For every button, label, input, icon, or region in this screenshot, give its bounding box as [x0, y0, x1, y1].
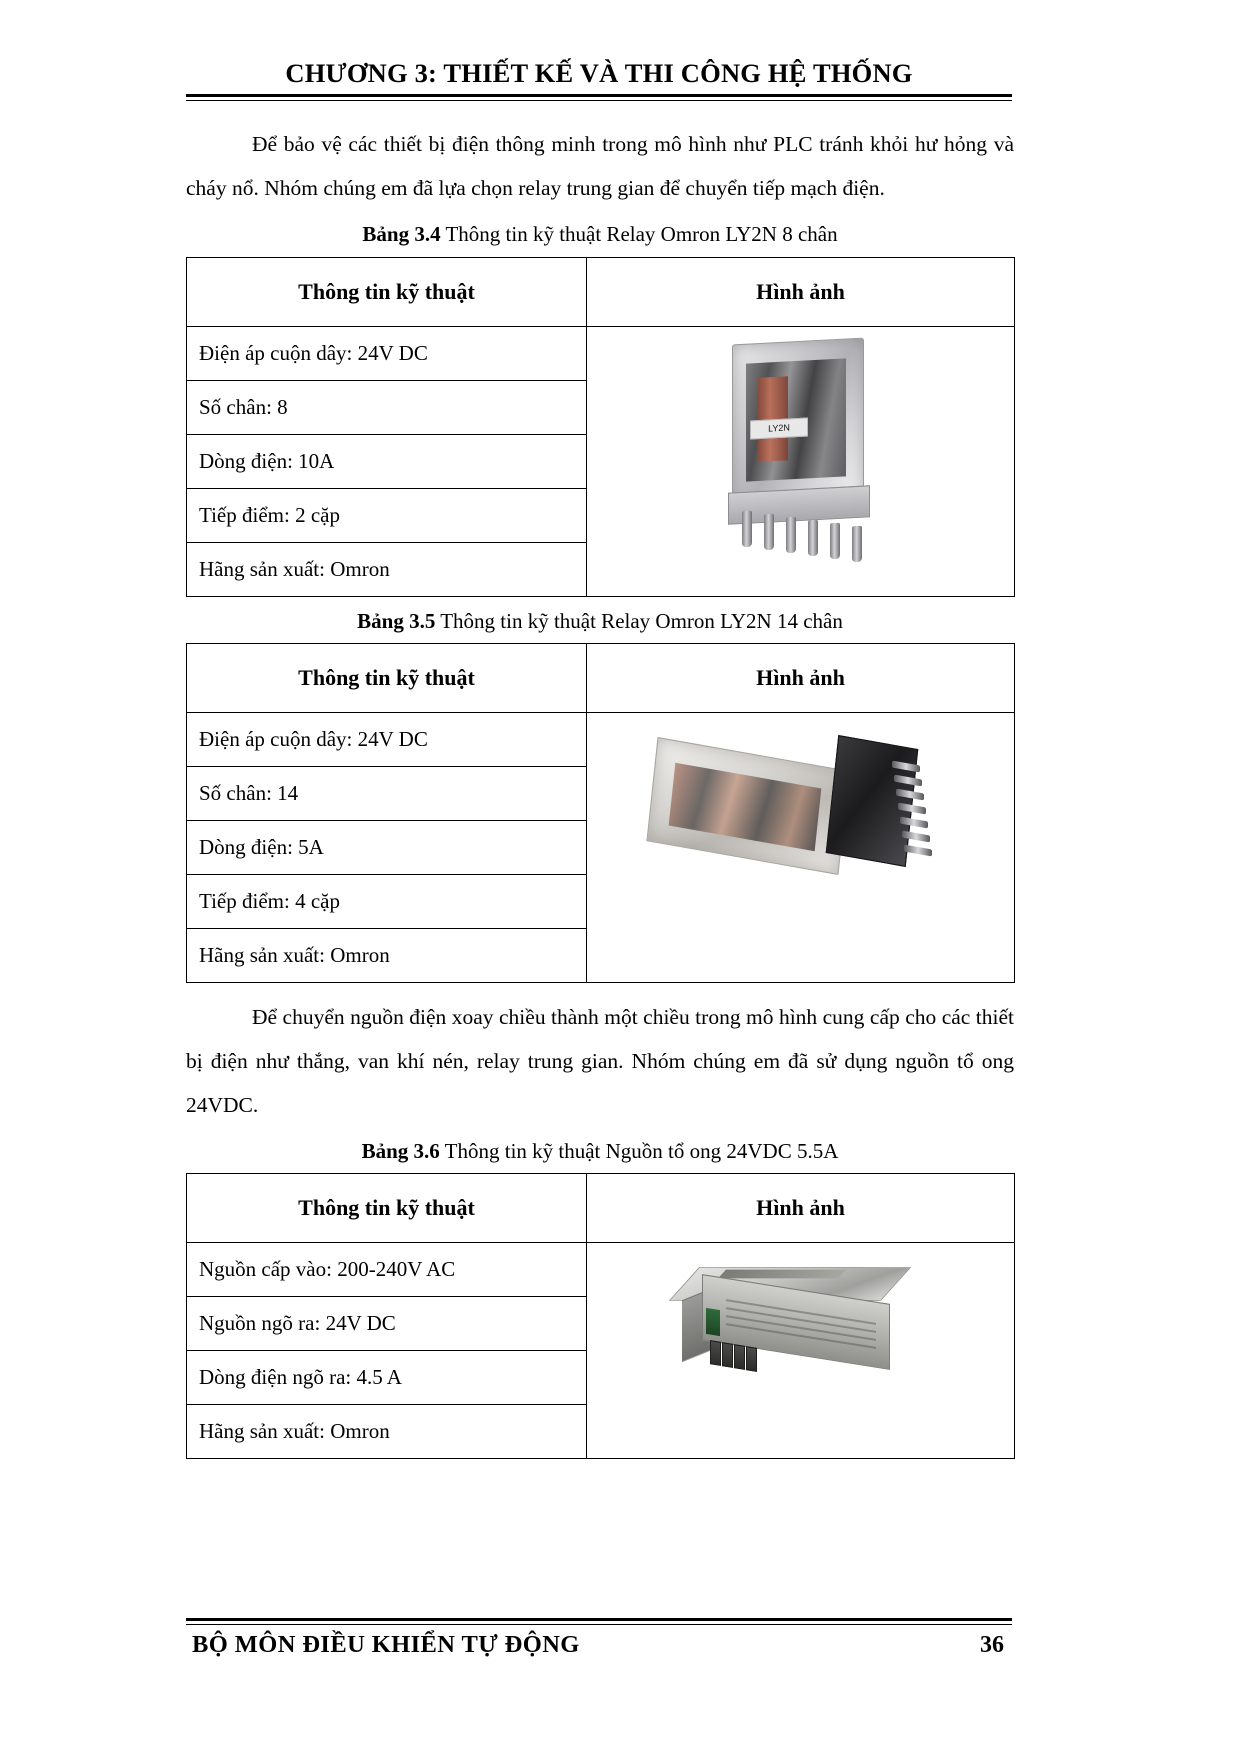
- psu-green-component: [706, 1308, 720, 1336]
- relay-omron-ly2n-8-pin-photo: [706, 327, 896, 560]
- table-row: [187, 326, 1015, 380]
- table-power-supply: [186, 1173, 1015, 1459]
- spec-cell-coil-voltage: Điện áp cuộn dây: 24V DC: [187, 326, 587, 380]
- relay-pin: [852, 525, 862, 562]
- relay-illustration: [706, 331, 896, 556]
- relay-pin: [808, 519, 818, 556]
- column-header-image: Hình ảnh: [587, 1174, 1015, 1243]
- table-row: [187, 1243, 1015, 1297]
- image-cell-relay-8-pin: [587, 326, 1015, 596]
- table-header-row: [187, 257, 1015, 326]
- page-content: [186, 122, 1014, 1459]
- psu-terminal: [710, 1341, 721, 1367]
- table-caption-text-3-4: Thông tin kỹ thuật Relay Omron LY2N 8 chân: [440, 222, 838, 247]
- footer-row: [186, 1625, 1012, 1659]
- spec-cell-output-voltage: Nguồn ngõ ra: 24V DC: [187, 1297, 587, 1351]
- psu-terminal: [746, 1347, 757, 1373]
- relay-pin: [742, 510, 752, 547]
- paragraph-intro-power-supply: Để chuyển nguồn điện xoay chiều thành một chiều trong mô hình cung cấp cho các thiết bị điện như thắng, van khí nén, relay trung gian. Nhóm chúng em đã sử dụng nguồn tổ ong 24VDC.: [186, 1004, 1014, 1118]
- column-header-image: Hình ảnh: [587, 257, 1015, 326]
- relay-pin: [904, 844, 932, 856]
- psu-terminal: [722, 1343, 733, 1369]
- spec-cell-contacts: Tiếp điểm: 2 cặp: [187, 488, 587, 542]
- page-header: [186, 58, 1012, 101]
- relay-pin: [786, 516, 796, 553]
- spec-cell-current: Dòng điện: 10A: [187, 434, 587, 488]
- table-caption-label-3-5: Bảng 3.5: [357, 608, 436, 633]
- table-caption-label-3-4: Bảng 3.4: [362, 222, 441, 247]
- table-relay-14-pin: [186, 643, 1015, 983]
- footer-divider: [186, 1618, 1012, 1625]
- table-caption-text-3-6: Thông tin kỹ thuật Nguồn tổ ong 24VDC 5.5A: [439, 1139, 839, 1164]
- table-header-row: [187, 643, 1015, 712]
- relay-omron-ly2n-14-pin-photo: [646, 713, 956, 915]
- spec-cell-output-current: Dòng điện ngõ ra: 4.5 A: [187, 1351, 587, 1405]
- page-footer: [186, 1618, 1012, 1659]
- column-header-spec: Thông tin kỹ thuật: [187, 1174, 587, 1243]
- footer-department: BỘ MÔN ĐIỀU KHIỂN TỰ ĐỘNG: [192, 1631, 580, 1658]
- header-divider: [186, 94, 1012, 101]
- spec-cell-current: Dòng điện: 5A: [187, 820, 587, 874]
- spec-cell-manufacturer: Hãng sản xuất: Omron: [187, 1405, 587, 1459]
- table-row: [187, 712, 1015, 766]
- spec-cell-contacts: Tiếp điểm: 4 cặp: [187, 874, 587, 928]
- spec-cell-manufacturer: Hãng sản xuất: Omron: [187, 928, 587, 982]
- relay-part-label: LY2N: [750, 417, 808, 439]
- page-number: 36: [980, 1632, 1004, 1658]
- table-header-row: [187, 1174, 1015, 1243]
- image-cell-power-supply: [587, 1243, 1015, 1459]
- relay-pin: [830, 522, 840, 559]
- column-header-image: Hình ảnh: [587, 643, 1015, 712]
- column-header-spec: Thông tin kỹ thuật: [187, 643, 587, 712]
- image-cell-relay-14-pin: [587, 712, 1015, 982]
- table-caption-text-3-5: Thông tin kỹ thuật Relay Omron LY2N 14 chân: [435, 608, 843, 633]
- power-supply-illustration: [666, 1249, 936, 1399]
- chapter-heading: CHƯƠNG 3: THIẾT KẾ VÀ THI CÔNG HỆ THỐNG: [285, 58, 913, 88]
- table-relay-8-pin: [186, 257, 1015, 597]
- spec-cell-input-voltage: Nguồn cấp vào: 200-240V AC: [187, 1243, 587, 1297]
- table-caption-3-5: [186, 607, 1014, 636]
- psu-terminal: [734, 1345, 745, 1371]
- power-supply-24vdc-photo: [666, 1243, 936, 1405]
- column-header-spec: Thông tin kỹ thuật: [187, 257, 587, 326]
- spec-cell-pin-count: Số chân: 8: [187, 380, 587, 434]
- paragraph-intro-relay: Để bảo vệ các thiết bị điện thông minh trong mô hình như PLC tránh khỏi hư hỏng và cháy nổ. Nhóm chúng em đã lựa chọn relay trung gian để chuyển tiếp mạch điện.: [186, 132, 1014, 201]
- psu-internal-board: [718, 1270, 846, 1279]
- table-caption-label-3-6: Bảng 3.6: [361, 1139, 440, 1164]
- relay-illustration: [646, 719, 956, 909]
- spec-cell-manufacturer: Hãng sản xuất: Omron: [187, 542, 587, 596]
- table-caption-3-6: [186, 1137, 1014, 1166]
- table-caption-3-4: [186, 220, 1014, 249]
- spec-cell-coil-voltage: Điện áp cuộn dây: 24V DC: [187, 712, 587, 766]
- spec-cell-pin-count: Số chân: 14: [187, 766, 587, 820]
- relay-pin: [764, 513, 774, 550]
